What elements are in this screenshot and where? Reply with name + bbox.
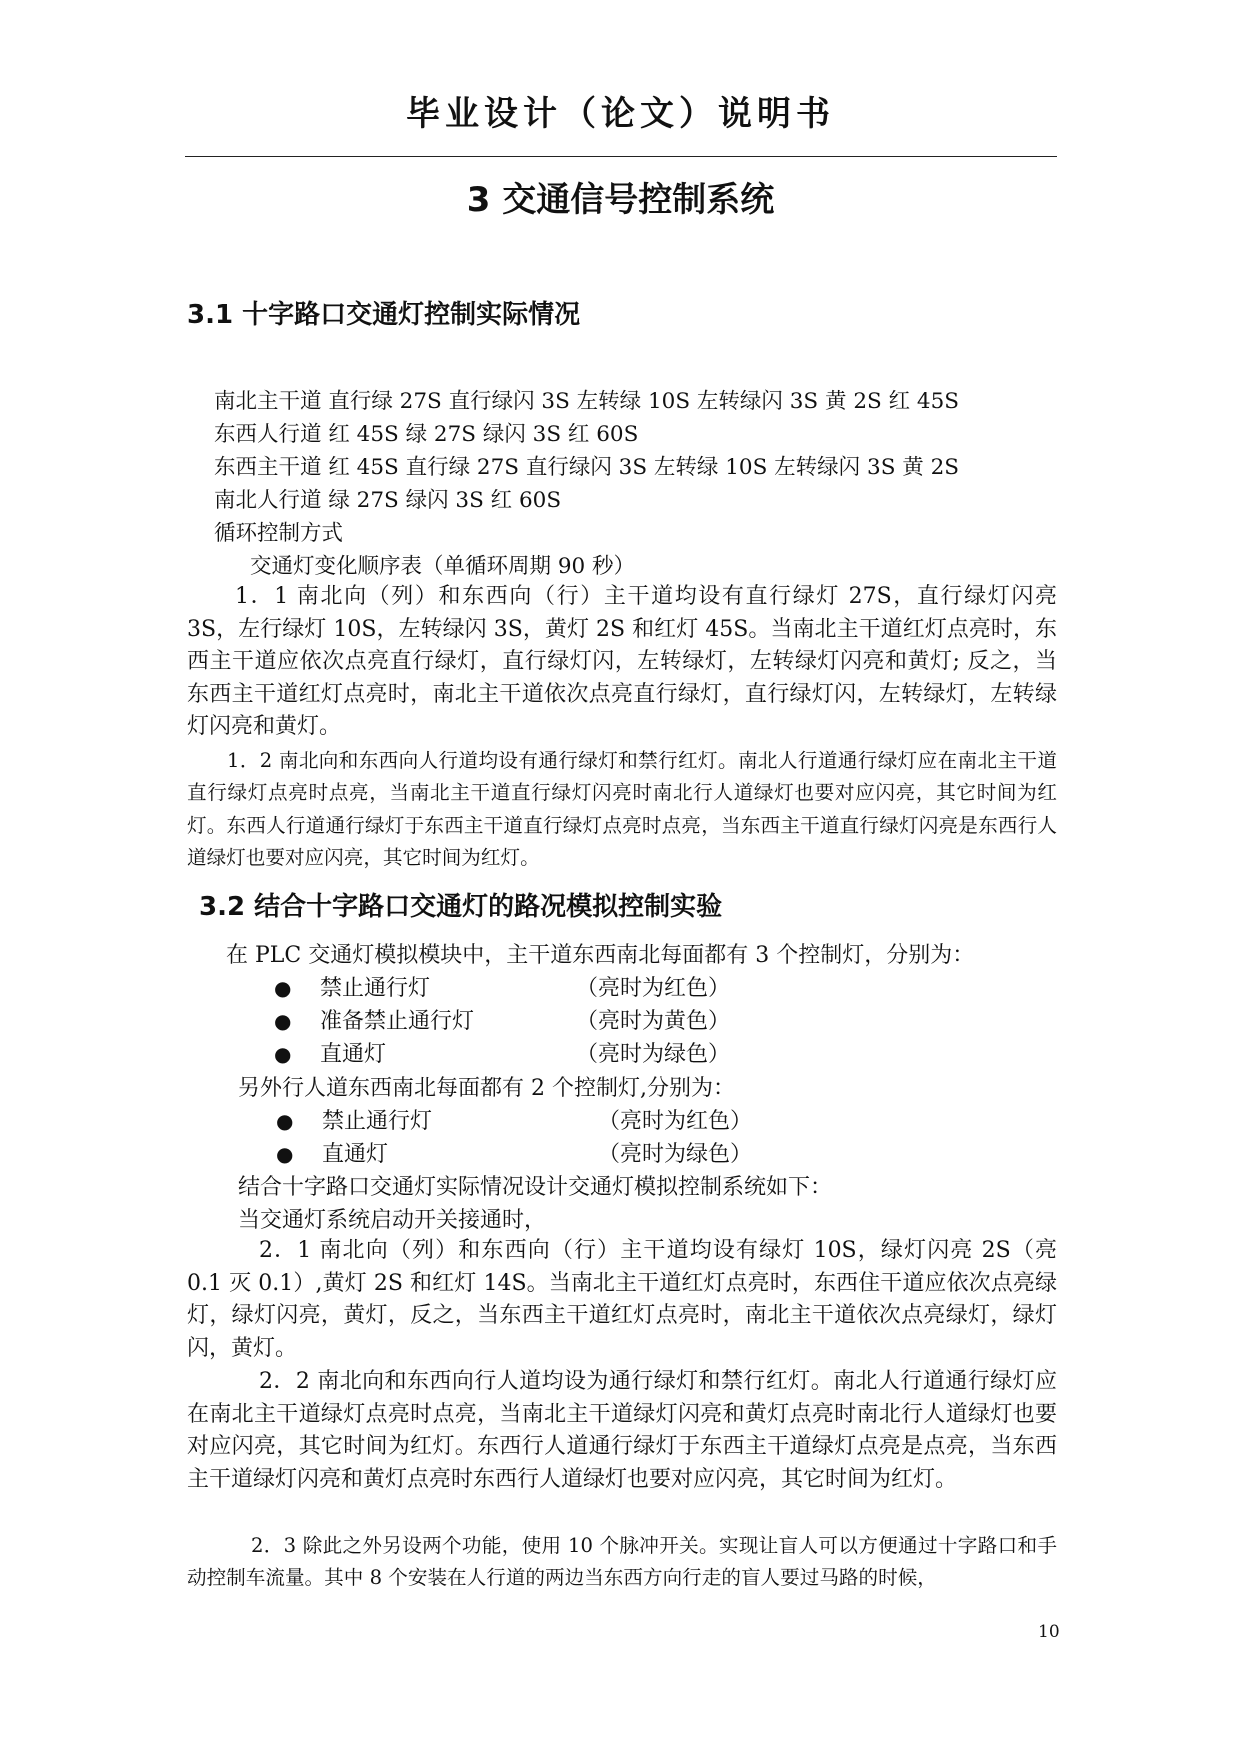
section-3-2-title: 3.2 结合十字路口交通灯的路况模拟控制实验 (199, 892, 723, 922)
design-intro-line: 结合十字路口交通灯实际情况设计交通灯模拟控制系统如下： (238, 1175, 833, 1200)
light-name: 直通灯 (322, 1142, 389, 1167)
light-description: （亮时为绿色） (576, 1042, 731, 1067)
light-description: （亮时为红色） (576, 976, 731, 1001)
light-description: （亮时为黄色） (576, 1009, 731, 1034)
light-name: 准备禁止通行灯 (320, 1009, 475, 1034)
ew-sidewalk-timing: 东西人行道 红 45S 绿 27S 绿闪 3S 红 60S (214, 422, 639, 447)
cycle-control-label: 循环控制方式 (214, 521, 344, 546)
sequence-table-caption: 交通灯变化顺序表（单循环周期 90 秒） (250, 554, 636, 579)
light-name: 禁止通行灯 (320, 976, 431, 1001)
section-2-paragraph-3: 2．3 除此之外另设两个功能，使用 10 个脉冲开关。实现让盲人可以方便通过十字路口和手动控制车流量。其中 8 个安装在人行道的两边当东西方向行走的盲人要过马路的时候， (187, 1534, 1057, 1590)
system-start-line: 当交通灯系统启动开关接通时， (238, 1208, 547, 1233)
light-description: （亮时为红色） (598, 1109, 753, 1134)
bullet-dot-icon: ● (274, 1009, 292, 1033)
ew-main-road-timing: 东西主干道 红 45S 直行绿 27S 直行绿闪 3S 左转绿 10S 左转绿闪 3S 黄 2S (214, 455, 959, 480)
bullet-dot-icon: ● (274, 976, 292, 1000)
bullet-dot-icon: ● (276, 1142, 294, 1166)
page-number: 10 (1038, 1622, 1060, 1642)
section-3-1-title: 3.1 十字路口交通灯控制实际情况 (187, 300, 581, 330)
ns-main-road-timing: 南北主干道 直行绿 27S 直行绿闪 3S 左转绿 10S 左转绿闪 3S 黄 2S 红 45S (214, 389, 959, 414)
light-description: （亮时为绿色） (598, 1142, 753, 1167)
header-divider (185, 156, 1057, 157)
section-2-paragraph-2: 2．2 南北向和东西向行人道均设为通行绿灯和禁行红灯。南北人行道通行绿灯应在南北主干道绿灯点亮时点亮，当南北主干道绿灯闪亮和黄灯点亮时南北行人道绿灯也要对应闪亮，其它时间为红灯。东西行人道通行绿灯于东西主干道绿灯点亮是点亮，当东西主干道绿灯闪亮和黄灯点亮时东西行人道绿灯也要对应闪亮，其它时间为红灯。 (187, 1369, 1057, 1492)
pedestrian-lights-intro: 另外行人道东西南北每面都有 2 个控制灯,分别为： (238, 1076, 735, 1101)
ns-sidewalk-timing: 南北人行道 绿 27S 绿闪 3S 红 60S (214, 488, 562, 513)
chapter-title: 3 交通信号控制系统 (466, 180, 775, 220)
plc-module-intro: 在 PLC 交通灯模拟模块中，主干道东西南北每面都有 3 个控制灯，分别为： (226, 943, 975, 968)
running-header-title: 毕业设计（论文）说明书 (406, 94, 835, 134)
light-name: 禁止通行灯 (322, 1109, 433, 1134)
section-1-paragraph-1: 1．1 南北向（列）和东西向（行）主干道均设有直行绿灯 27S，直行绿灯闪亮 3S，左行绿灯 10S，左转绿闪 3S，黄灯 2S 和红灯 45S。当南北主干道红灯点亮时，东西主干道应依次点亮直行绿灯，直行绿灯闪，左转绿灯，左转绿灯闪亮和黄灯; 反之，当东西主干道红灯点亮时，南北主干道依次点亮直行绿灯，直行绿灯闪，左转绿灯，左转绿灯闪亮和黄灯。 (187, 584, 1057, 740)
light-name: 直通灯 (320, 1042, 387, 1067)
section-1-paragraph-2: 1．2 南北向和东西向人行道均设有通行绿灯和禁行红灯。南北人行道通行绿灯应在南北主干道直行绿灯点亮时点亮，当南北主干道直行绿灯闪亮时南北行人道绿灯也要对应闪亮，其它时间为红灯。东西人行道通行绿灯于东西主干道直行绿灯点亮时点亮，当东西主干道直行绿灯闪亮是东西行人道绿灯也要对应闪亮，其它时间为红灯。 (187, 749, 1057, 869)
bullet-dot-icon: ● (276, 1109, 294, 1133)
section-2-paragraph-1: 2．1 南北向（列）和东西向（行）主干道均设有绿灯 10S，绿灯闪亮 2S（亮 0.1 灭 0.1）,黄灯 2S 和红灯 14S。当南北主干道红灯点亮时，东西住干道应依次点亮绿灯，绿灯闪亮，黄灯，反之，当东西主干道红灯点亮时，南北主干道依次点亮绿灯，绿灯闪，黄灯。 (187, 1238, 1057, 1361)
bullet-dot-icon: ● (274, 1042, 292, 1066)
